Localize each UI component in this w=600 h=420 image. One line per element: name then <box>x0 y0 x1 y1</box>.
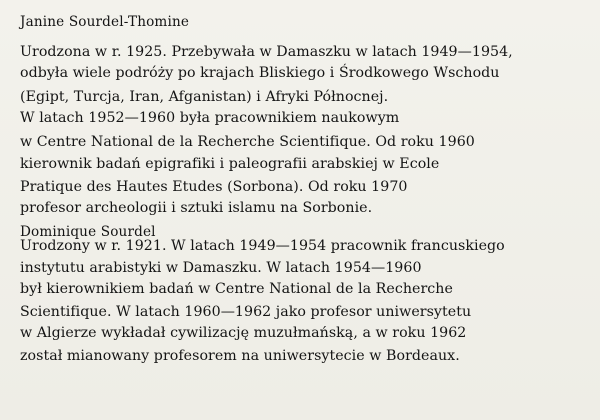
bio-line: instytutu arabistyki w Damaszku. W latach 1954—1960 <box>20 260 422 276</box>
bio-line: (Egipt, Turcja, Iran, Afganistan) i Afryki Północnej. <box>20 89 389 105</box>
author-name-janine: Janine Sourdel-Thomine <box>20 14 190 30</box>
bio-line: kierownik badań epigrafiki i paleografii arabskiej w Ecole <box>20 156 440 172</box>
bio-line: Scientifique. W latach 1960—1962 jako profesor uniwersytetu <box>20 304 472 320</box>
author-name-dominique: Dominique Sourdel <box>20 224 156 240</box>
bio-line: odbyła wiele podróży po krajach Bliskiego i Środkowego Wschodu <box>20 65 500 81</box>
bio-line: został mianowany profesorem na uniwersytecie w Bordeaux. <box>20 348 460 364</box>
bio-line: profesor archeologii i sztuki islamu na Sorbonie. <box>20 200 373 216</box>
bio-line: Urodzony w r. 1921. W latach 1949—1954 pracownik francuskiego <box>20 238 505 254</box>
bio-line: Pratique des Hautes Etudes (Sorbona). Od roku 1970 <box>20 179 408 195</box>
bio-line: w Centre National de la Recherche Scientifique. Od roku 1960 <box>20 134 475 150</box>
bio-line: był kierownikiem badań w Centre National de la Recherche <box>20 281 453 297</box>
bio-line: Urodzona w r. 1925. Przebywała w Damaszku w latach 1949—1954, <box>20 44 513 60</box>
bio-line: w Algierze wykładał cywilizację muzułmańską, a w roku 1962 <box>20 325 467 341</box>
bio-line: W latach 1952—1960 była pracownikiem naukowym <box>20 110 400 126</box>
